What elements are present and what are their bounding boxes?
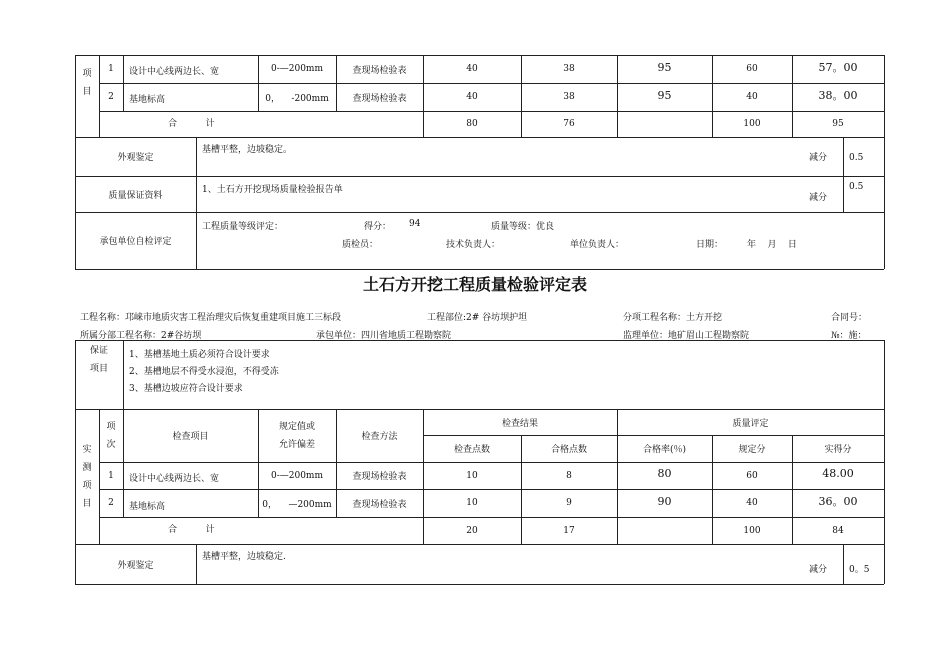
appearance-label: 外观鉴定: [117, 560, 154, 571]
col-header: 检查结果: [501, 418, 538, 429]
table-cell: 8: [566, 470, 572, 481]
table-cell: 80: [657, 467, 672, 480]
table-cell: 40: [746, 92, 758, 102]
table-cell: 查现场检验表: [352, 65, 407, 76]
contract-no: 合同号：: [831, 313, 868, 323]
col-header: 检查点数: [453, 445, 490, 455]
col-header: 合格率(％): [642, 445, 687, 455]
table-cell: 1: [108, 470, 114, 481]
sub-project-name: 分项工程名称：土方开挖: [623, 313, 723, 323]
project-name: 工程名称：邛崃市地质灾害工程治理灾后恢复重建项目施工三标段: [80, 313, 342, 323]
deduct-label: 减分: [808, 153, 827, 163]
table-cell: 设计中心线两边长、宽: [129, 474, 220, 484]
guarantee-item: 2、基槽地层不得受水浸泡，不得受冻: [129, 367, 279, 377]
table-cell: 9: [566, 498, 572, 508]
guarantee-item: 3、基槽边坡应符合设计要求: [129, 384, 243, 394]
table-cell: 0-—200mm: [270, 64, 323, 74]
col-header: 质量评定: [732, 418, 769, 429]
guarantee-label: 保证 项目: [89, 346, 108, 374]
total-label: 合 计: [168, 119, 215, 129]
table-cell: 基地标高: [129, 95, 166, 105]
deduct-label: 减分: [808, 564, 827, 575]
table-cell: 95: [832, 119, 844, 129]
table-cell: 1: [108, 64, 114, 74]
appearance-text: 基槽平整，边坡稳定.: [202, 552, 286, 562]
score-label: 得分：: [364, 222, 392, 232]
table-cell: 38: [563, 64, 575, 74]
contractor: 承包单位：四川省地质工程勘察院: [316, 331, 452, 341]
col-header: 检查项目: [172, 432, 209, 442]
grade-label: 工程质量等级评定：: [202, 222, 284, 232]
tech-label: 技术负责人：: [446, 240, 501, 250]
score-value: 94: [409, 219, 421, 229]
measured-label: 实 测 项 目: [82, 444, 92, 509]
table-cell: 48.00: [822, 467, 854, 480]
top-side-label: 项 目: [82, 69, 92, 97]
table-cell: 90: [657, 494, 672, 508]
table-cell: 查现场检验表: [352, 499, 407, 510]
table-cell: 60: [746, 470, 758, 481]
col-header: 规定值或 允许偏差: [278, 421, 315, 450]
quality-level: 质量等级：优良: [491, 222, 555, 232]
table-cell: 95: [657, 88, 672, 102]
unit-label: 单位负责人：: [570, 240, 625, 250]
table-cell: 查现场检验表: [352, 472, 407, 482]
col-header: 项 次: [106, 421, 116, 450]
table-cell: 基地标高: [129, 502, 166, 512]
appearance-label: 外观鉴定: [117, 153, 154, 163]
assurance-text: 1、土石方开挖现场质量检验报告单: [202, 185, 343, 195]
self-eval-label: 承包单位自检评定: [99, 237, 172, 247]
division-name: 所属分部工程名称：2#谷坊坝: [80, 331, 202, 341]
table-cell: 0-—200mm: [270, 470, 323, 481]
project-part: 工程部位:2# 谷坊坝护坦: [427, 313, 528, 323]
total-label: 合 计: [168, 525, 215, 535]
col-header: 实得分: [824, 445, 852, 455]
table-cell: 80: [466, 119, 478, 129]
guarantee-item: 1、基槽基地土质必须符合设计要求: [129, 350, 270, 360]
assurance-label: 质量保证资料: [108, 190, 163, 201]
table-cell: 84: [832, 525, 844, 536]
table-cell: 10: [466, 498, 478, 508]
col-header: 合格点数: [550, 445, 587, 455]
table-cell: 60: [746, 64, 758, 74]
appearance-text: 基槽平整，边坡稳定。: [202, 145, 293, 155]
table-cell: 36。00: [818, 495, 858, 508]
table-cell: 40: [466, 92, 478, 102]
table-cell: 0， -200mm: [265, 93, 329, 104]
table-cell: 95: [657, 60, 672, 74]
col-header: 检查方法: [361, 432, 398, 442]
table-cell: 2: [108, 498, 114, 508]
table-cell: 2: [108, 92, 114, 102]
col-header: 规定分: [738, 445, 766, 455]
page-title: 土石方开挖工程质量检验评定表: [362, 274, 587, 294]
supervisor: 监理单位：地矿眉山工程勘察院: [623, 331, 750, 341]
deduct-value: 0.5: [849, 182, 864, 192]
deduct-label: 减分: [808, 192, 827, 203]
table-cell: 40: [466, 64, 478, 74]
table-cell: 查现场检验表: [352, 93, 407, 104]
table-cell: 0， —200mm: [262, 499, 332, 510]
table-cell: 20: [466, 525, 478, 536]
date-value: 年 月 日: [747, 240, 797, 250]
table-cell: 76: [563, 119, 575, 129]
table-cell: 38: [563, 92, 575, 102]
table-cell: 100: [743, 525, 761, 536]
date-label: 日期：: [696, 240, 724, 250]
table-cell: 57。00: [818, 61, 858, 74]
table-cell: 38。00: [818, 89, 858, 102]
table-cell: 10: [466, 470, 478, 481]
table-cell: 17: [563, 525, 575, 536]
table-cell: 100: [743, 119, 761, 129]
form-no: №：施：: [831, 331, 867, 341]
deduct-value: 0。5: [849, 565, 870, 575]
table-cell: 40: [746, 498, 758, 508]
inspector-label: 质检员：: [342, 240, 379, 250]
deduct-value: 0.5: [849, 153, 864, 163]
table-cell: 设计中心线两边长、宽: [129, 67, 220, 77]
